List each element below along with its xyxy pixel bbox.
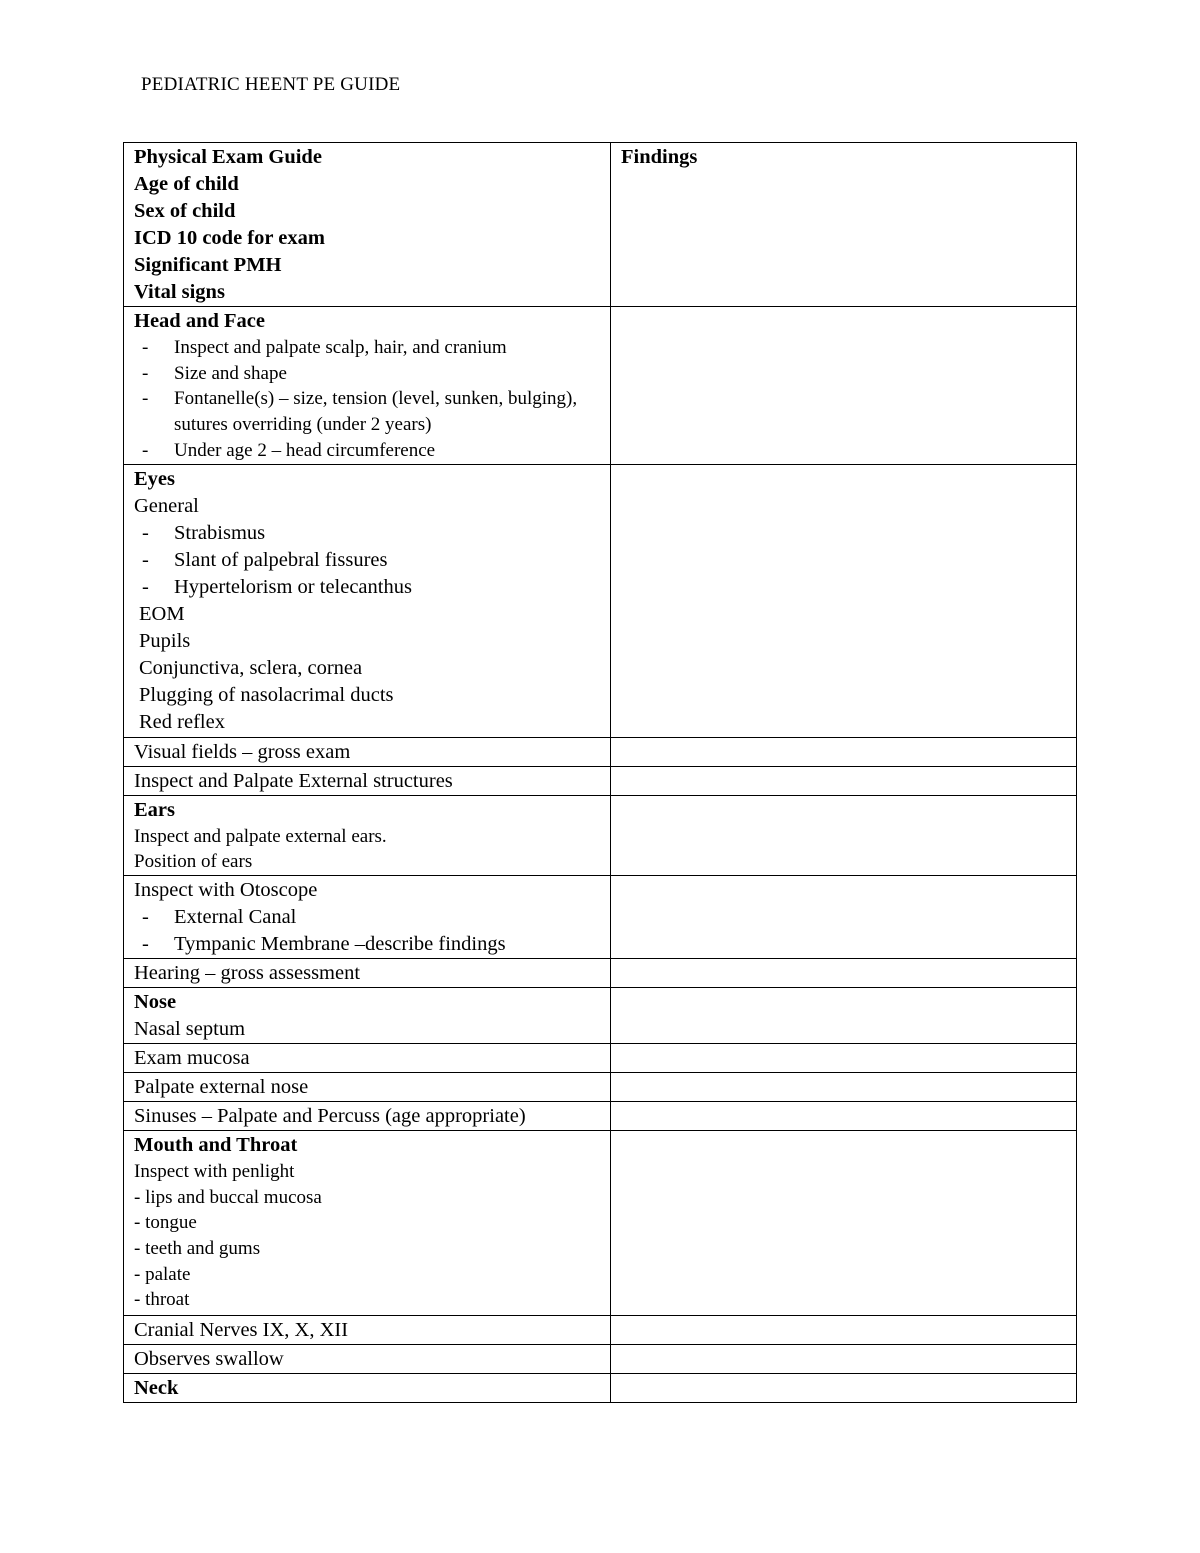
age-label: Age of child [134,173,239,195]
findings-cell[interactable] [611,958,1077,987]
list-item: EOM [139,602,185,625]
section-title: Ears [134,798,175,821]
section-title: Eyes [134,467,175,490]
eyes-cell [124,464,611,737]
icd-label: ICD 10 code for exam [134,227,325,249]
list-item: Red reflex [139,710,225,733]
vitals-label: Vital signs [134,281,225,303]
table-row [124,464,1077,737]
list-item: - palate [134,1263,191,1285]
list-item: - Size and shape [134,361,610,387]
findings-cell[interactable] [611,1315,1077,1344]
list-item: - Slant of palpebral fissures [134,547,610,574]
table-row [124,766,1077,795]
list-item: Inspect with penlight [134,1160,295,1182]
list-item: - Hypertelorism or telecanthus [134,574,610,601]
list-item: - External Canal [134,904,610,931]
external-structures-cell: Inspect and Palpate External structures [124,766,611,795]
list-item: Pupils [139,629,191,652]
exam-guide-cell [124,143,611,307]
section-title: Mouth and Throat [134,1133,298,1156]
external-nose-cell: Palpate external nose [124,1072,611,1101]
mouth-throat-cell [124,1130,611,1315]
list-item: - Fontanelle(s) – size, tension (level, sunken, bulging), sutures overriding (under 2 years) [134,386,610,437]
table-row [124,1072,1077,1101]
head-face-cell [124,307,611,465]
sinuses-cell: Sinuses – Palpate and Percuss (age appropriate) [124,1101,611,1130]
list-item: - teeth and gums [134,1238,261,1260]
list-item: - Strabismus [134,520,610,547]
findings-cell[interactable] [611,987,1077,1043]
table-row [124,1130,1077,1315]
section-title: Nose [134,990,177,1013]
findings-cell[interactable] [611,1373,1077,1402]
list-item: - Tympanic Membrane –describe findings [134,931,610,958]
hearing-cell: Hearing – gross assessment [124,958,611,987]
findings-cell[interactable] [611,1130,1077,1315]
table-row [124,987,1077,1043]
findings-header: Findings [611,143,1077,307]
list-item: - Under age 2 – head circumference [134,438,610,464]
table-row [124,1043,1077,1072]
swallow-cell: Observes swallow [124,1344,611,1373]
guide-label: Physical Exam Guide [134,146,322,168]
findings-cell[interactable] [611,1101,1077,1130]
otoscope-cell [124,875,611,958]
list-item: Inspect and palpate external ears. [134,825,387,847]
document-title: PEDIATRIC HEENT PE GUIDE [141,74,401,95]
cranial-nerves-cell: Cranial Nerves IX, X, XII [124,1315,611,1344]
section-title: Head and Face [134,310,265,332]
list-item: Conjunctiva, sclera, cornea [139,656,363,679]
neck-cell: Neck [124,1373,611,1402]
findings-cell[interactable] [611,795,1077,875]
table-row [124,307,1077,465]
findings-cell[interactable] [611,1344,1077,1373]
visual-fields-cell: Visual fields – gross exam [124,737,611,766]
pmh-label: Significant PMH [134,254,282,276]
findings-cell[interactable] [611,875,1077,958]
findings-cell[interactable] [611,766,1077,795]
findings-cell[interactable] [611,307,1077,465]
sex-label: Sex of child [134,200,236,222]
list-item: - Inspect and palpate scalp, hair, and cranium [134,335,610,361]
list-item: Nasal septum [134,1017,246,1040]
findings-cell[interactable] [611,1072,1077,1101]
findings-cell[interactable] [611,1043,1077,1072]
findings-cell[interactable] [611,737,1077,766]
findings-cell[interactable] [611,464,1077,737]
list-item: - throat [134,1289,190,1311]
table-row [124,143,1077,307]
table-row [124,958,1077,987]
exam-table [123,142,1077,1403]
list-item: - tongue [134,1212,197,1234]
eyes-general-label: General [134,494,199,517]
mucosa-cell: Exam mucosa [124,1043,611,1072]
nose-cell [124,987,611,1043]
table-row [124,737,1077,766]
table-row [124,1373,1077,1402]
table-row [124,1315,1077,1344]
ears-cell [124,795,611,875]
otoscope-title: Inspect with Otoscope [134,878,318,901]
list-item: Plugging of nasolacrimal ducts [139,683,394,706]
table-row [124,795,1077,875]
table-row [124,1101,1077,1130]
table-row [124,875,1077,958]
table-row [124,1344,1077,1373]
list-item: - lips and buccal mucosa [134,1186,322,1208]
list-item: Position of ears [134,851,253,873]
